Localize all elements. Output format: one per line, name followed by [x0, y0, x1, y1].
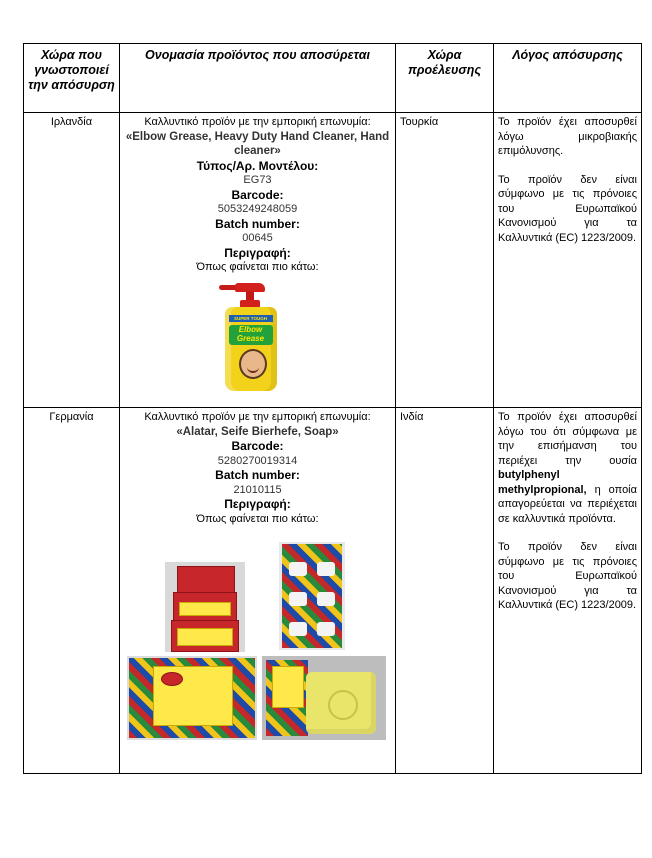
batch-value: 00645	[242, 232, 273, 244]
reason-paragraph: Το προϊόν έχει αποσυρθεί λόγω μικροβιακής επιμόλυνσης.	[498, 116, 637, 157]
hand-cleaner-bottle-image	[213, 281, 303, 393]
barcode-label: Barcode:	[231, 187, 284, 202]
batch-value: 21010115	[233, 483, 282, 496]
reason-paragraph-regulation: Το προϊόν δεν είναι σύμφωνο με τις πρόνοιες του Ευρωπαϊκού Κανονισμού για τα Καλλυντικά (ΕC) 1223/2009.	[498, 541, 637, 611]
barcode-value: 5280270019314	[217, 454, 298, 467]
header-origin-country: Χώρα προέλευσης	[396, 44, 494, 113]
product-name: «Alatar, Seife Bierhefe, Soap»	[176, 425, 339, 438]
batch-label: Batch number:	[215, 468, 300, 482]
soap-bar-photo	[262, 656, 386, 740]
banned-substance: butylphenyl methylpropional,	[498, 469, 587, 496]
description-value: Όπως φαίνεται πιο κάτω:	[196, 261, 319, 273]
reason-paragraph	[498, 410, 637, 526]
soap-box-front-photo	[127, 656, 257, 740]
reason-text-end: η οποία απαγορεύεται να περιέχεται σε καλλυντικά προϊόντα.	[498, 483, 637, 525]
barcode-label: Barcode:	[231, 439, 284, 453]
notifying-country: Γερμανία	[24, 408, 120, 774]
origin-country: Ινδία	[396, 408, 494, 774]
reason-text-start: Το προϊόν έχει αποσυρθεί λόγω του ότι σύμφωνα με την επισήμανση του περιέχει την ουσία	[498, 411, 637, 467]
product-intro: Καλλυντικό προϊόν με την εμπορική επωνυμία:	[144, 116, 371, 128]
soap-stacked-boxes-photo	[165, 562, 245, 652]
batch-label: Batch number:	[215, 216, 300, 231]
table-row	[24, 408, 642, 774]
soap-box-back-photo	[279, 542, 345, 650]
barcode-value: 5053249248059	[217, 203, 298, 215]
header-recall-reason: Λόγος απόσυρσης	[494, 44, 642, 113]
bottle-face-graphic	[239, 349, 267, 379]
recall-table	[23, 43, 642, 774]
table-row	[24, 113, 642, 408]
description-label: Περιγραφή:	[224, 245, 291, 260]
product-intro: Καλλυντικό προϊόν με την εμπορική επωνυμία:	[144, 411, 371, 423]
recall-reason	[494, 113, 642, 408]
header-notifying-country: Χώρα που γνωστοποιεί την απόσυρση	[24, 44, 120, 113]
description-label: Περιγραφή:	[224, 497, 291, 511]
table-header-row	[24, 44, 642, 113]
soap-product-images	[124, 542, 391, 742]
type-label: Τύπος/Αρ. Μοντέλου:	[196, 158, 319, 173]
reason-paragraph-regulation: Το προϊόν δεν είναι σύμφωνο με τις πρόνοιες του Ευρωπαϊκού Κανονισμού για τα Καλλυντικά (ΕC) 1223/2009.	[498, 173, 637, 244]
product-cell	[120, 408, 396, 774]
bottle-band-label: SUPER TOUGH	[229, 315, 273, 322]
bottle-logo: Elbow Grease	[229, 325, 273, 345]
bottle-body	[225, 307, 277, 391]
product-cell	[120, 113, 396, 408]
header-product-name: Ονομασία προϊόντος που αποσύρεται	[120, 44, 396, 113]
recall-reason	[494, 408, 642, 774]
origin-country: Τουρκία	[396, 113, 494, 408]
description-value: Όπως φαίνεται πιο κάτω:	[196, 512, 319, 525]
notifying-country: Ιρλανδία	[24, 113, 120, 408]
type-value: EG73	[243, 174, 272, 186]
product-name: «Elbow Grease, Heavy Duty Hand Cleaner, Hand cleaner»	[125, 130, 390, 157]
